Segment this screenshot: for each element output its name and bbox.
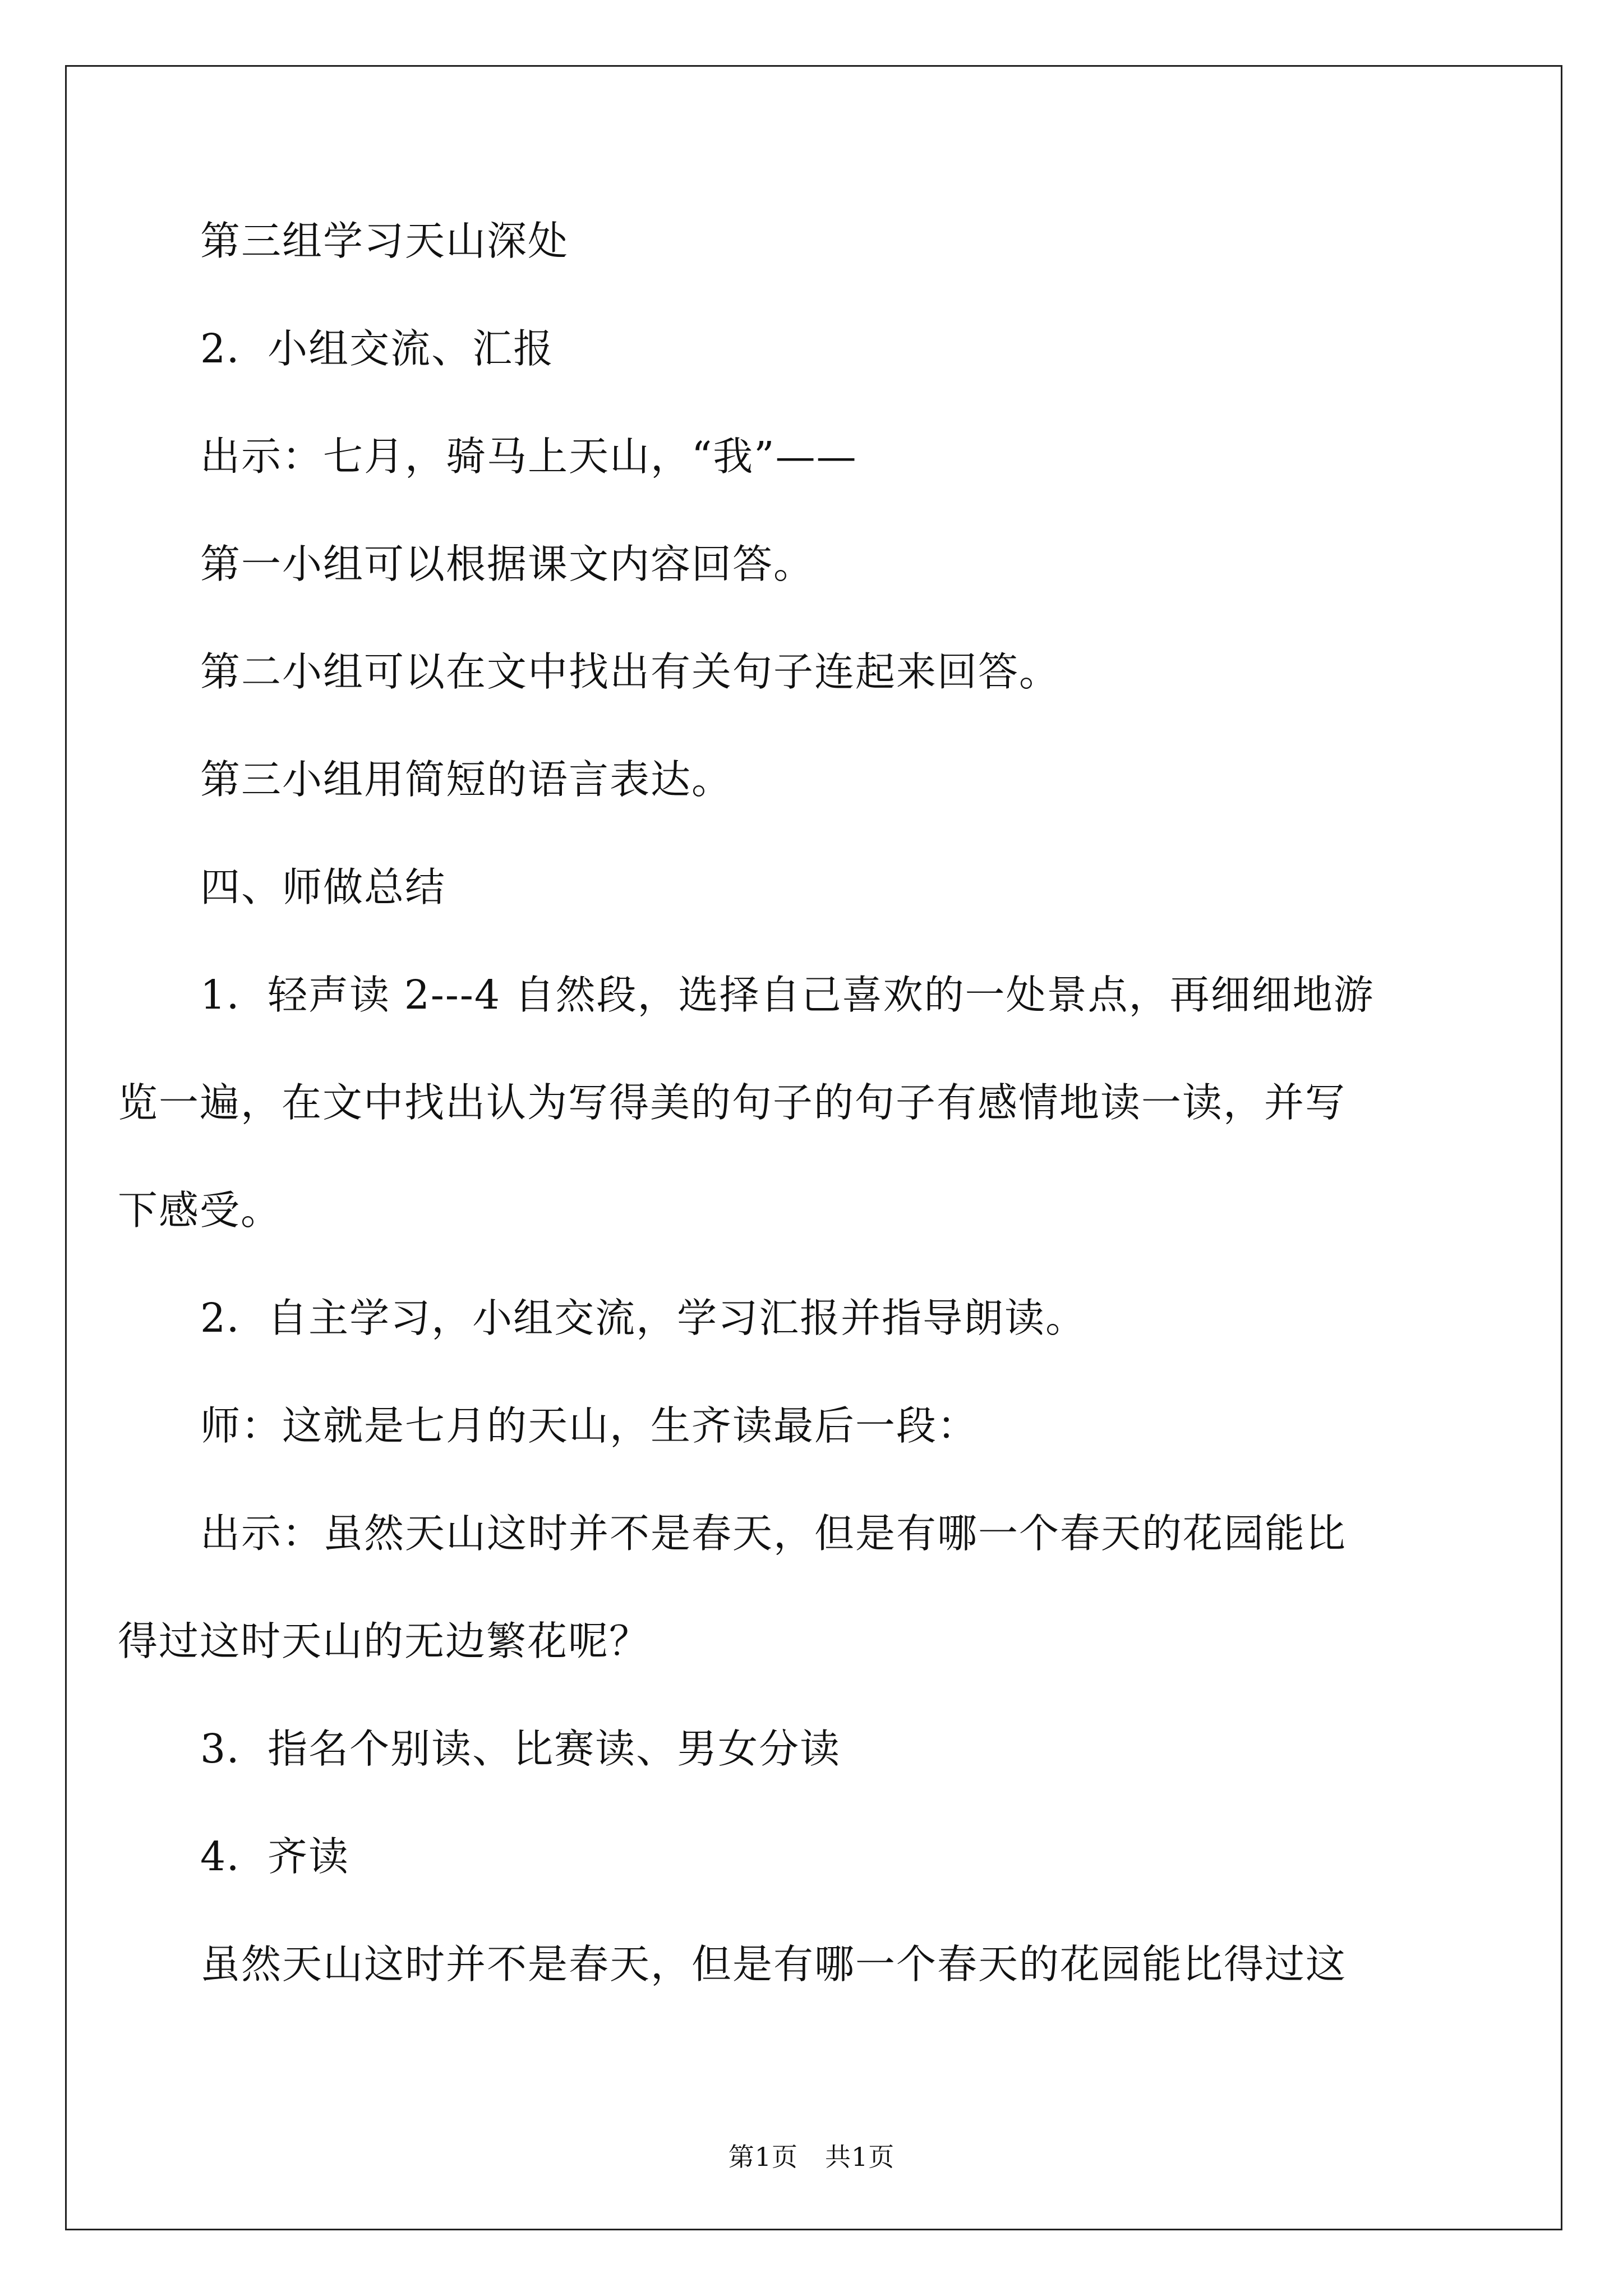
page-total: 共1页 xyxy=(825,2142,895,2172)
paragraph-show-july: 出示：七月，骑马上天山，“我”—— xyxy=(200,433,857,480)
paragraph-named-reading: 3．指名个别读、比赛读、男女分读 xyxy=(200,1726,841,1772)
paragraph-self-study: 2．自主学习，小组交流，学习汇报并指导朗读。 xyxy=(200,1295,1087,1341)
paragraph-read-together: 4．齐读 xyxy=(200,1833,350,1880)
paragraph-group-two: 第二小组可以在文中找出有关句子连起来回答。 xyxy=(200,648,1061,695)
paragraph-show-quote xyxy=(118,1506,1434,1669)
paragraph-group-one: 第一小组可以根据课文内容回答。 xyxy=(200,541,815,587)
page-number: 第1页 xyxy=(728,2142,798,2172)
paragraph-show-quote-line-2: 得过这时天山的无边繁花呢？ xyxy=(118,1618,651,1664)
section-heading-summary: 四、师做总结 xyxy=(200,864,446,910)
paragraph-group-three: 第三组学习天山深处 xyxy=(200,218,569,264)
paragraph-read-softly-line-2: 览一遍，在文中找出认为写得美的句子的句子有感情地读一读，并写 xyxy=(118,1079,1347,1126)
paragraph-read-softly-line-3: 下感受。 xyxy=(118,1187,282,1234)
paragraph-quote-repeat: 虽然天山这时并不是春天，但是有哪一个春天的花园能比得过这 xyxy=(200,1941,1347,1987)
document-body xyxy=(118,213,1434,2044)
paragraph-group-three-short: 第三小组用简短的语言表达。 xyxy=(200,756,733,803)
paragraph-teacher-july: 师：这就是七月的天山，生齐读最后一段： xyxy=(200,1402,979,1449)
page-footer xyxy=(0,2140,1623,2174)
paragraph-exchange-report: 2．小组交流、汇报 xyxy=(200,325,555,372)
paragraph-show-quote-line-1: 出示：虽然天山这时并不是春天，但是有哪一个春天的花园能比 xyxy=(200,1510,1347,1557)
paragraph-read-softly-line-1: 1．轻声读 2---4 自然段，选择自己喜欢的一处景点，再细细地游 xyxy=(200,972,1375,1018)
paragraph-read-softly xyxy=(118,967,1434,1239)
